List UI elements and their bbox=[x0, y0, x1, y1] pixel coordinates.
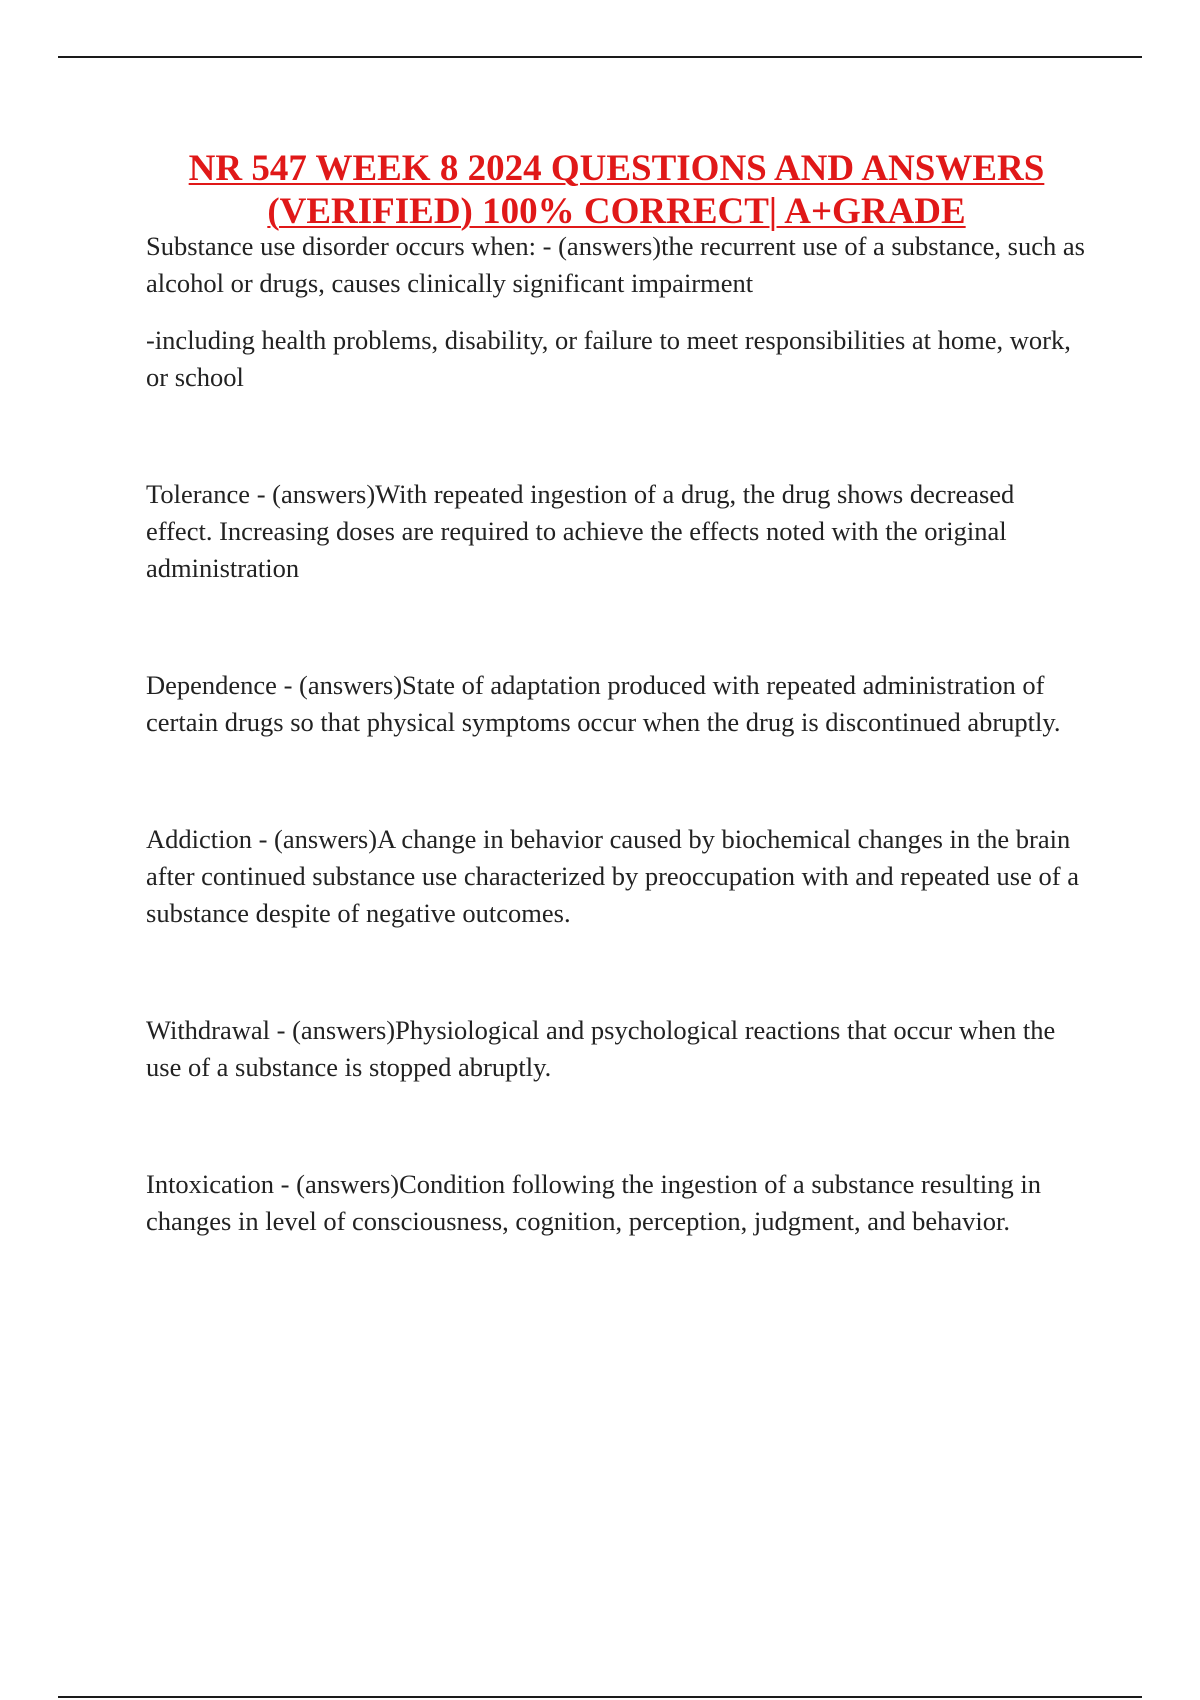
entry-tolerance: Tolerance - (answers)With repeated ingestion of a drug, the drug shows decreased effect. Increasing doses are required to achieve the effects noted with the original administration bbox=[146, 479, 1015, 583]
entry-substance-use-disorder: Substance use disorder occurs when: - (answers)the recurrent use of a substance, such as alcohol or drugs, causes clinically significant impairment bbox=[146, 231, 1085, 298]
title-line-1: NR 547 WEEK 8 2024 QUESTIONS AND ANSWERS bbox=[188, 148, 1045, 189]
title-line-2: (VERIFIED) 100% CORRECT| A+GRADE bbox=[267, 191, 966, 232]
entry-addiction: Addiction - (answers)A change in behavior caused by biochemical changes in the brain after continued substance use characterized by preoccupation with and repeated use of a substance despite of negative outcomes. bbox=[146, 824, 1079, 928]
entry-intoxication: Intoxication - (answers)Condition following the ingestion of a substance resulting in changes in level of consciousness, cognition, perception, judgment, and behavior. bbox=[146, 1169, 1041, 1236]
entry-substance-use-disorder-continued: -including health problems, disability, or failure to meet responsibilities at home, work, or school bbox=[146, 325, 1071, 392]
bottom-divider bbox=[58, 1696, 1142, 1698]
entry-withdrawal: Withdrawal - (answers)Physiological and psychological reactions that occur when the use of a substance is stopped abruptly. bbox=[146, 1015, 1056, 1082]
document-body bbox=[146, 228, 1086, 1240]
entry-dependence: Dependence - (answers)State of adaptation produced with repeated administration of certain drugs so that physical symptoms occur when the drug is discontinued abruptly. bbox=[146, 670, 1061, 737]
top-divider bbox=[58, 56, 1142, 58]
document-title bbox=[100, 147, 1133, 233]
